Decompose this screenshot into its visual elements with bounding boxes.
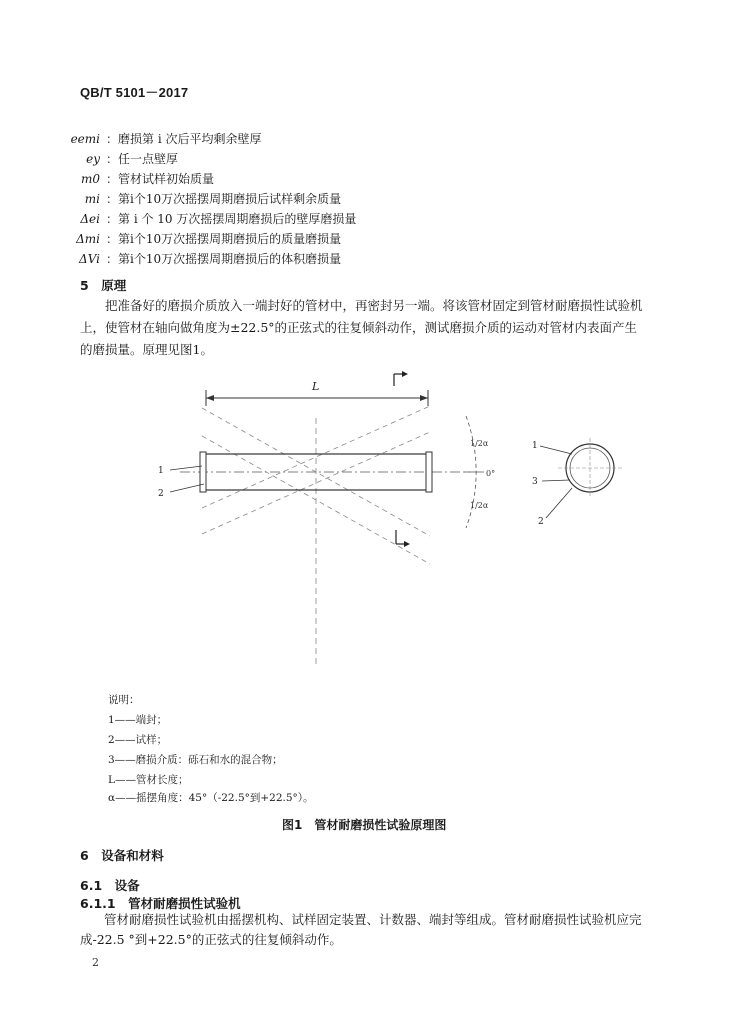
- callout-2: 2: [158, 489, 164, 499]
- section-6-paragraph-line: 管材耐磨损性试验机由摇摆机构、试样固定装置、计数器、端封等组成。管材耐磨损性试验机应完: [104, 912, 642, 927]
- cross-section: [558, 438, 622, 498]
- callout-section-1: 1: [532, 441, 538, 451]
- symbol-key: ΔVi: [79, 252, 100, 266]
- symbol-key: Δmi: [76, 232, 100, 246]
- symbol-desc: 第 i 个 10 万次摇摆周期磨损后的壁厚磨损量: [118, 212, 357, 226]
- section-5-paragraph-line: 的磨损量。原理见图1。: [80, 342, 213, 357]
- symbol-row: mi ：第i个10万次摇摆周期磨损后试样剩余质量: [60, 190, 341, 207]
- symbol-row: Δmi ：第i个10万次摇摆周期磨损后的质量磨损量: [60, 230, 341, 247]
- callout-section-3: 3: [532, 477, 538, 487]
- leader-line-section-1: [540, 446, 572, 454]
- symbol-key: mi: [84, 192, 100, 206]
- symbol-desc: 磨损第 i 次后平均剩余壁厚: [118, 132, 262, 146]
- symbol-desc: 第i个10万次摇摆周期磨损后的质量磨损量: [118, 232, 342, 246]
- section-5-paragraph-line: 把准备好的磨损介质放入一端封好的管材中，再密封另一端。将该管材固定到管材耐磨损性试验机: [105, 298, 643, 313]
- figure-caption: 图1 管材耐磨损性试验原理图: [282, 818, 447, 832]
- section-6-heading: 6 设备和材料: [80, 848, 164, 863]
- symbol-row: m0 ：管材试样初始质量: [60, 170, 214, 187]
- leader-line-2: [170, 484, 204, 492]
- section-6-1-heading: 6.1 设备: [80, 878, 140, 893]
- section-6-1-1-heading: 6.1.1 管材耐磨损性试验机: [80, 896, 241, 911]
- length-label: L: [312, 380, 320, 393]
- legend-item: 3——磨损介质：砾石和水的混合物；: [108, 754, 283, 766]
- legend-item: L——管材长度；: [108, 774, 189, 786]
- symbol-desc: 管材试样初始质量: [118, 172, 215, 186]
- leader-line-section-2: [546, 488, 572, 518]
- symbol-desc: 任一点壁厚: [118, 152, 179, 166]
- end-seal-right: [426, 452, 432, 492]
- symbol-key: ey: [86, 152, 100, 166]
- legend-title: 说明：: [108, 694, 140, 706]
- principle-diagram: [140, 368, 640, 690]
- angle-zero-label: 0°: [486, 469, 496, 478]
- callout-1: 1: [158, 466, 164, 476]
- leader-line-1: [170, 466, 202, 470]
- legend-item: 2——试样；: [108, 734, 168, 746]
- symbol-key: Δei: [80, 212, 100, 226]
- legend-item: α——摇摆角度：45°（-22.5°到+22.5°）。: [108, 792, 314, 804]
- page-number: 2: [92, 956, 99, 969]
- symbol-key: m0: [80, 172, 100, 186]
- end-seal-left: [200, 452, 206, 492]
- symbol-key: eemi: [70, 132, 100, 146]
- symbol-desc: 第i个10万次摇摆周期磨损后试样剩余质量: [118, 192, 342, 206]
- symbol-row: ΔVi ：第i个10万次摇摆周期磨损后的体积磨损量: [60, 250, 341, 267]
- leader-line-section-3: [542, 480, 570, 481]
- symbol-row: Δei ：第 i 个 10 万次摇摆周期磨损后的壁厚磨损量: [60, 210, 356, 227]
- symbol-row: ey ：任一点壁厚: [60, 150, 178, 167]
- symbol-desc: 第i个10万次摇摆周期磨损后的体积磨损量: [118, 252, 342, 266]
- section-5-heading: 5 原理: [80, 278, 127, 293]
- callout-section-2: 2: [538, 517, 544, 527]
- section-6-paragraph-line: 成-22.5 °到+22.5°的正弦式的往复倾斜动作。: [80, 932, 342, 947]
- document-code: QB/T 5101－2017: [80, 85, 189, 100]
- half-alpha-label-lower: 1/2α: [470, 501, 489, 510]
- half-alpha-label-upper: 1/2α: [470, 439, 489, 448]
- section-5-paragraph-line: 上，使管材在轴向做角度为±22.5°的正弦式的往复倾斜动作，测试磨损介质的运动对管材内表面产生: [80, 320, 638, 335]
- legend-item: 1——端封；: [108, 714, 168, 726]
- symbol-row: eemi ：磨损第 i 次后平均剩余壁厚: [60, 130, 261, 147]
